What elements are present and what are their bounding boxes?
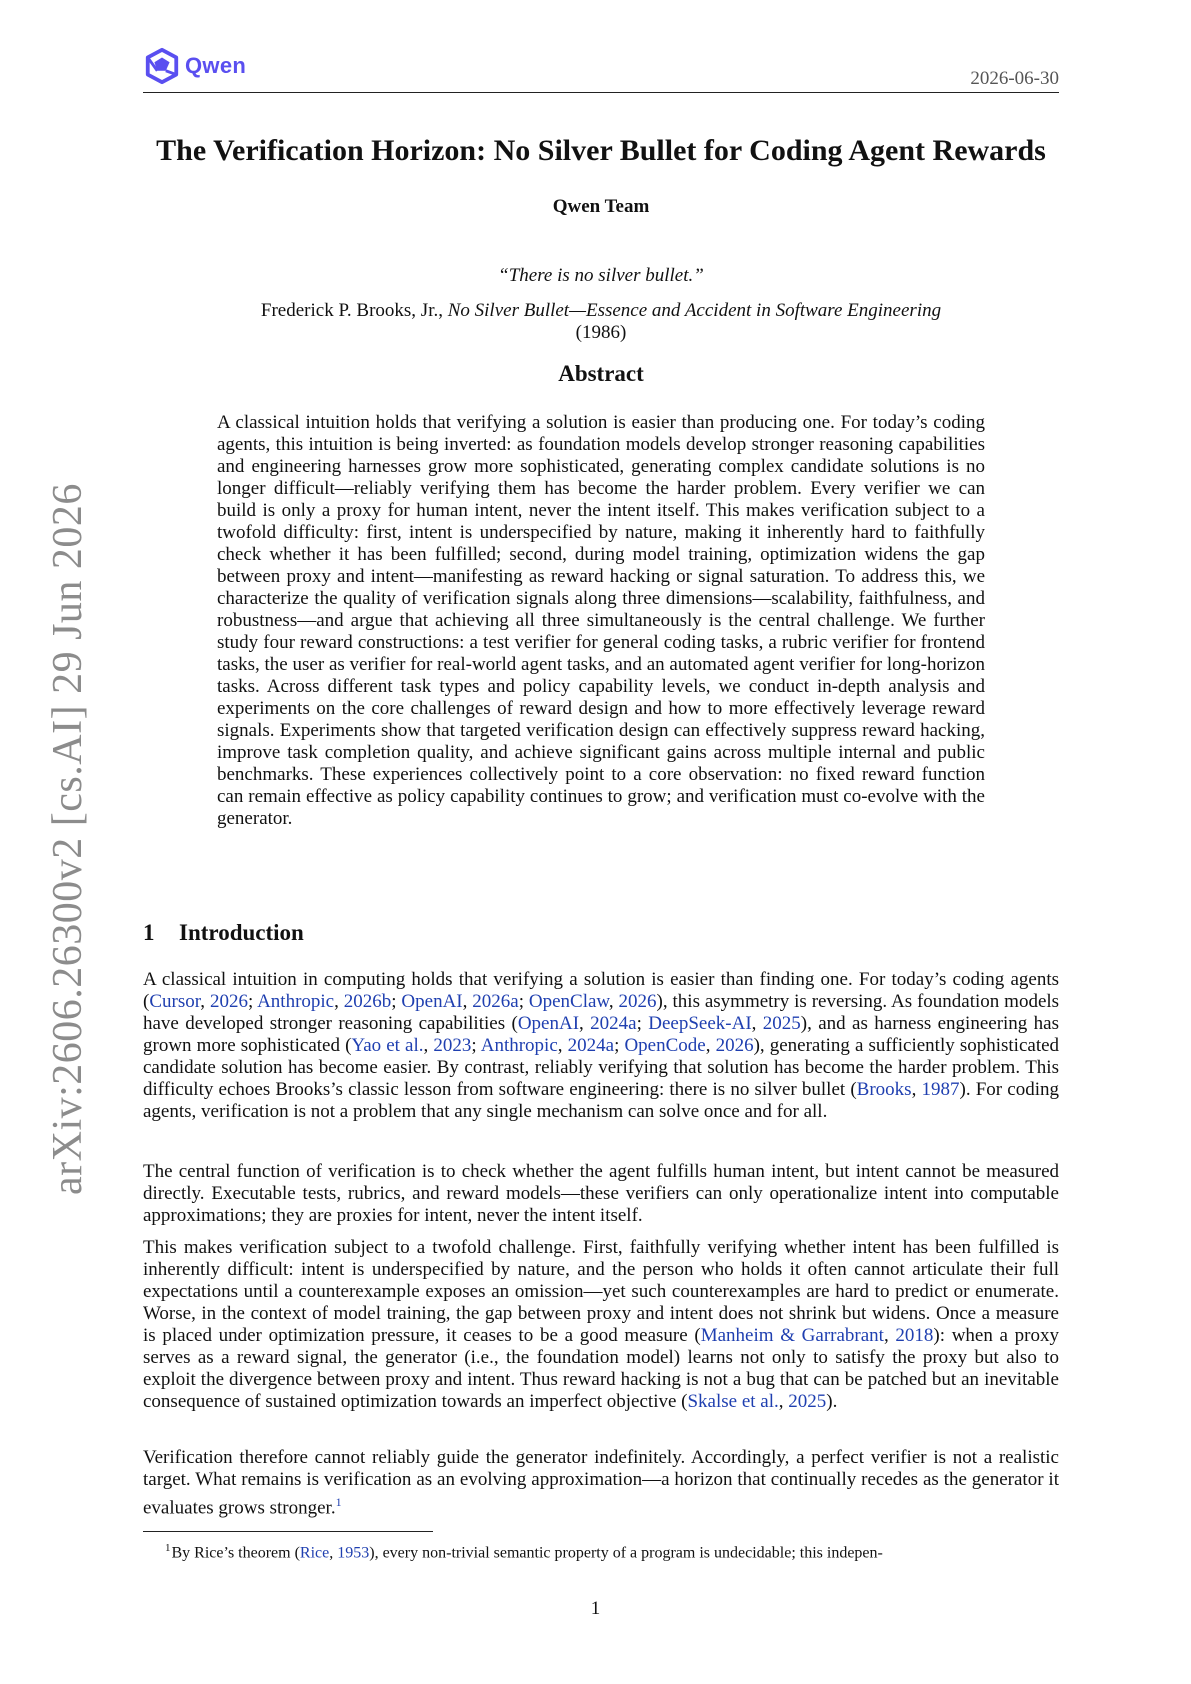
intro-paragraph-4-text: Verification therefore cannot reliably guide the generator indefinitely. Accordingly, a perfect verifier is not a realistic target. What remains is verification as an evolving approximation—a horizon that continually recedes as the generator it evaluates grows stronger. — [143, 1447, 1059, 1519]
citation-link[interactable]: Skalse et al. — [687, 1391, 779, 1412]
header-rule — [143, 92, 1059, 93]
citation-link[interactable]: 1953 — [337, 1544, 370, 1562]
citation-link[interactable]: OpenAI — [401, 991, 463, 1012]
intro-paragraph-1 — [143, 969, 1059, 1123]
abstract-text: A classical intuition holds that verifying a solution is easier than producing one. For today’s coding agents, this intuition is being inverted: as foundation models develop stronger reasoning capabilities and engineering harnesses grow more sophisticated, generating complex candidate solutions is no longer difficult—reliably verifying them has become the harder problem. Every verifier we can build is only a proxy for human intent, never the intent itself. This makes verification subject to a twofold difficulty: first, intent is underspecified by nature, making it inherently hard to faithfully check whether it has been fulfilled; second, during model training, optimization widens the gap between proxy and intent—manifesting as reward hacking or signal saturation. To address this, we characterize the quality of verification signals along three dimensions—scalability, faithfulness, and robustness—and argue that achieving all three simultaneously is the central challenge. We further study four reward constructions: a test verifier for general coding tasks, a rubric verifier for frontend tasks, the user as verifier for real-world agent tasks, and an automated agent verifier for long-horizon tasks. Across different task types and policy capability levels, we conduct in-depth analysis and experiments on the core challenges of reward design and how to more effectively leverage reward signals. Experiments show that targeted verification design can effectively suppress reward hacking, improve task completion quality, and achieve significant gains across multiple internal and public benchmarks. These experiences collectively point to a core observation: no fixed reward function can remain effective as policy capability continues to grow; and verification must co-evolve with the generator. — [217, 412, 985, 829]
header-date: 2026-06-30 — [970, 68, 1059, 89]
paragraph-text: ; — [518, 991, 529, 1012]
paragraph-text: , — [751, 1013, 763, 1034]
paragraph-text: , — [557, 1035, 568, 1056]
footnote-text-after: ), every non-trivial semantic property of a program is undecidable; this indepen- — [369, 1544, 883, 1562]
paragraph-text: , — [911, 1079, 922, 1100]
paragraph-text: ; — [391, 991, 402, 1012]
citation-link[interactable]: OpenClaw — [528, 991, 609, 1012]
footnote-sep: , — [329, 1544, 338, 1562]
citation-link[interactable]: 2025 — [762, 1013, 801, 1034]
paragraph-text: , — [334, 991, 344, 1012]
paper-title: The Verification Horizon: No Silver Bullet for Coding Agent Rewards — [156, 134, 1046, 167]
citation-link[interactable]: Anthropic — [257, 991, 335, 1012]
footnote-text-before: By Rice’s theorem ( — [171, 1544, 300, 1562]
page-number: 1 — [590, 1598, 601, 1619]
paragraph-text: ), and as harness engineering has grown more sophisticated ( — [143, 1013, 1060, 1056]
section-heading — [143, 920, 304, 946]
arxiv-stamp: arXiv:2606.26300v2 [cs.AI] 29 Jun 2026 — [45, 483, 91, 1195]
citation-link[interactable]: DeepSeek-AI — [648, 1013, 752, 1034]
citation-link[interactable]: Manheim & Garrabrant — [700, 1325, 884, 1346]
paragraph-text: , — [608, 991, 619, 1012]
paragraph-text: ), generating a sufficiently sophisticated candidate solution has become easier. By contrast, reliably verifying that solution has become the harder problem. This difficulty echoes Brooks’s classic lesson from software engineering: there is no silver bullet ( — [143, 1035, 1060, 1100]
paragraph-text: ). For coding agents, verification is not a problem that any single mechanism can solve once and for all. — [143, 1079, 1060, 1122]
intro-paragraph-2: The central function of verification is to check whether the agent fulfills human intent, but intent cannot be measured directly. Executable tests, rubrics, and reward models—these verifiers can only operationalize intent into computable approximations; they are proxies for intent, never the intent itself. — [143, 1161, 1059, 1226]
citation-link[interactable]: 2024a — [567, 1035, 615, 1056]
citation-link[interactable]: 2023 — [433, 1035, 472, 1056]
epigraph-work: No Silver Bullet—Essence and Accident in Software Engineering — [447, 300, 942, 321]
epigraph-attribution — [143, 300, 1059, 344]
citation-link[interactable]: Brooks — [856, 1079, 912, 1100]
section-number: 1 — [143, 920, 155, 945]
citation-link[interactable]: Rice — [299, 1544, 330, 1562]
footnote-rule — [143, 1531, 433, 1532]
citation-link[interactable]: Anthropic — [480, 1035, 558, 1056]
citation-link[interactable]: 2026 — [715, 1035, 754, 1056]
qwen-logo-icon — [143, 46, 181, 86]
intro-paragraph-4 — [143, 1447, 1059, 1519]
paragraph-text: , — [579, 1013, 591, 1034]
paragraph-text: , — [462, 991, 473, 1012]
footnote-mark: 1 — [165, 1542, 171, 1554]
abstract-heading: Abstract — [558, 361, 644, 386]
paragraph-text: ; — [636, 1013, 649, 1034]
citation-link[interactable]: 2024a — [590, 1013, 637, 1034]
citation-link[interactable]: OpenCode — [624, 1035, 706, 1056]
paragraph-text: , — [883, 1325, 896, 1346]
epigraph-year: (1986) — [575, 322, 627, 343]
footnote — [143, 1538, 1059, 1563]
citation-link[interactable]: OpenAI — [517, 1013, 580, 1034]
citation-link[interactable]: 2026b — [343, 991, 392, 1012]
citation-link[interactable]: Cursor — [149, 991, 201, 1012]
logo-text: Qwen — [185, 53, 247, 78]
epigraph-author: Frederick P. Brooks, Jr., — [260, 300, 443, 321]
citation-link[interactable]: 2025 — [788, 1391, 827, 1412]
paragraph-text: , — [200, 991, 210, 1012]
paragraph-text: ), this asymmetry is reversing. As foundation models have developed stronger reasoning capabilities ( — [143, 991, 1060, 1034]
paragraph-text: , — [423, 1035, 434, 1056]
paragraph-text: ): when a proxy serves as a reward signal, the generator (i.e., the foundation model) learns not only to satisfy the proxy but also to exploit the divergence between proxy and intent. Thus reward hacking is not a bug that can be patched but an inevitable consequence of sustained optimization towards an imperfect objective ( — [143, 1325, 1059, 1412]
paper-author: Qwen Team — [552, 196, 650, 217]
citation-link[interactable]: 2026 — [209, 991, 248, 1012]
citation-link[interactable]: 2018 — [895, 1325, 934, 1346]
qwen-logo — [143, 44, 246, 88]
footnote-link[interactable]: 1 — [335, 1495, 342, 1509]
paragraph-text: ; — [614, 1035, 625, 1056]
paragraph-text: , — [705, 1035, 716, 1056]
paragraph-text: ). — [826, 1391, 838, 1412]
paragraph-text: ; — [471, 1035, 481, 1056]
paragraph-text: ; — [247, 991, 258, 1012]
citation-link[interactable]: 1987 — [921, 1079, 960, 1100]
section-title: Introduction — [179, 920, 304, 945]
epigraph-quote: “There is no silver bullet.” — [498, 265, 704, 286]
paragraph-text: , — [778, 1391, 789, 1412]
paragraph-text: This makes verification subject to a twofold challenge. First, faithfully verifying whether intent has been fulfilled is inherently difficult: intent is underspecified by nature, and the person who holds it often cannot articulate their full expectations until a counterexample exposes an omission—yet such counterexamples are hard to predict or enumerate. Worse, in the context of model training, the gap between proxy and intent does not shrink but widens. Once a measure is placed under optimization pressure, it ceases to be a good measure ( — [143, 1237, 1059, 1346]
paragraph-text: A classical intuition in computing holds that verifying a solution is easier than finding one. For today’s coding agents ( — [143, 969, 1059, 1012]
citation-link[interactable]: 2026 — [618, 991, 657, 1012]
citation-link[interactable]: Yao et al. — [351, 1035, 424, 1056]
citation-link[interactable]: 2026a — [472, 991, 519, 1012]
intro-paragraph-3 — [143, 1237, 1059, 1413]
